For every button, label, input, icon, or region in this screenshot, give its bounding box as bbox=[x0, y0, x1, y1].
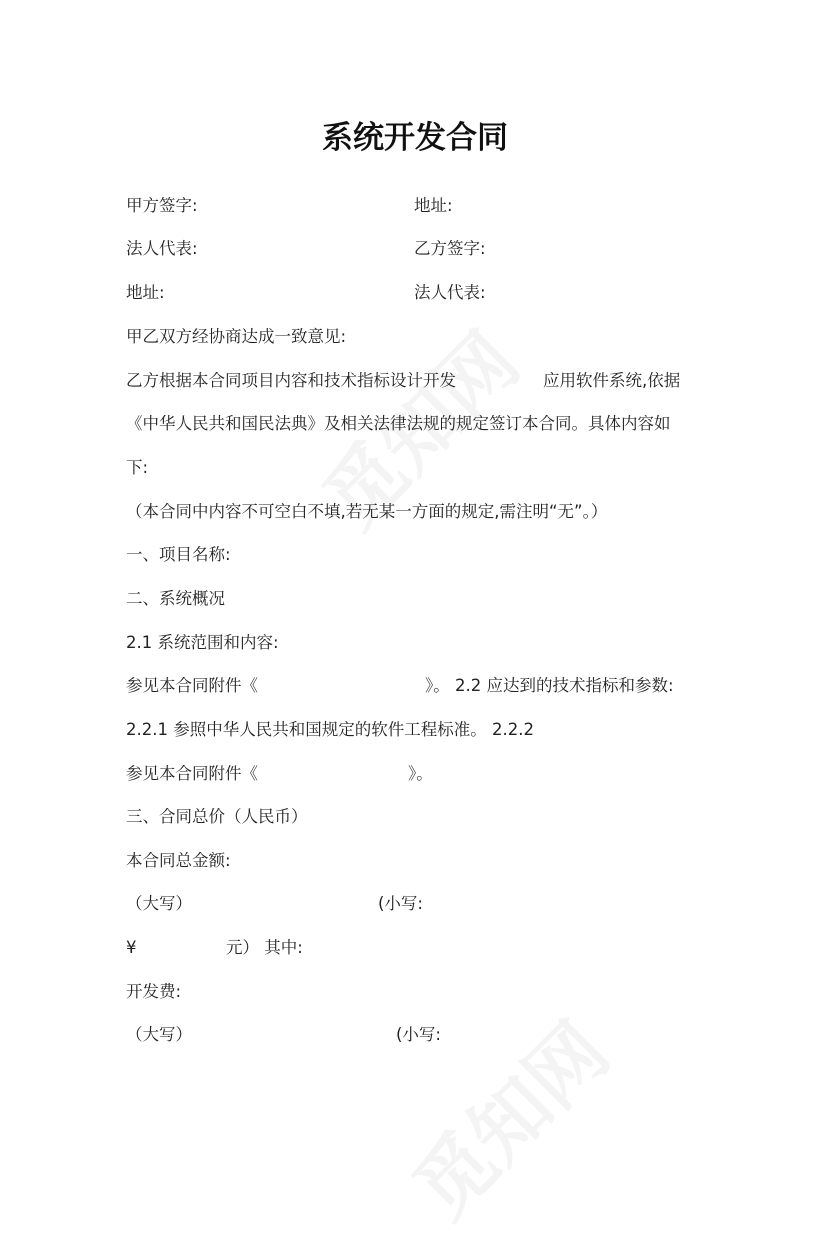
total-amount-label: 本合同总金额: bbox=[126, 851, 231, 870]
yuan-of-which: 元） 其中: bbox=[226, 938, 303, 957]
attachment-ref-1-close: 》。 2.2 应达到的技术指标和参数: bbox=[425, 676, 674, 695]
attachment-ref-1-open: 参见本合同附件《 bbox=[126, 676, 258, 695]
intro-line-2b: 应用软件系统,依据 bbox=[543, 371, 681, 390]
address-label-1: 地址: bbox=[414, 196, 453, 215]
intro-line-3: 《中华人民共和国民法典》及相关法律法规的规定签订本合同。具体内容如 bbox=[126, 414, 671, 433]
capital-amount-label-2: （大写） bbox=[126, 1025, 192, 1044]
party-b-sign-label: 乙方签字: bbox=[414, 239, 486, 258]
party-a-sign-label: 甲方签字: bbox=[126, 196, 198, 215]
intro-line-2a: 乙方根据本合同项目内容和技术指标设计开发 bbox=[126, 371, 456, 390]
intro-note: （本合同中内容不可空白不填,若无某一方面的规定,需注明“无”。） bbox=[126, 502, 608, 521]
capital-amount-label-1: （大写） bbox=[126, 894, 192, 913]
section-system-overview: 二、系统概况 bbox=[126, 589, 225, 608]
section-contract-price: 三、合同总价（人民币） bbox=[126, 807, 308, 826]
attachment-ref-2-close: 》。 bbox=[408, 764, 433, 783]
section-2-2-1: 2.2.1 参照中华人民共和国规定的软件工程标准。 2.2.2 bbox=[126, 720, 534, 739]
section-project-name: 一、项目名称: bbox=[126, 545, 231, 564]
section-2-1: 2.1 系统范围和内容: bbox=[126, 633, 279, 652]
legal-rep-label-2: 法人代表: bbox=[414, 283, 486, 302]
numeric-amount-label-1: (小写: bbox=[378, 894, 423, 913]
yen-symbol: ¥ bbox=[126, 938, 137, 957]
legal-rep-label-1: 法人代表: bbox=[126, 239, 198, 258]
document-title: 系统开发合同 bbox=[322, 120, 508, 156]
dev-fee-label: 开发费: bbox=[126, 982, 182, 1001]
address-label-2: 地址: bbox=[126, 283, 165, 302]
intro-line-4: 下: bbox=[126, 458, 149, 477]
intro-line-1: 甲乙双方经协商达成一致意见: bbox=[126, 327, 347, 346]
attachment-ref-2-open: 参见本合同附件《 bbox=[126, 764, 258, 783]
numeric-amount-label-2: (小写: bbox=[396, 1025, 441, 1044]
